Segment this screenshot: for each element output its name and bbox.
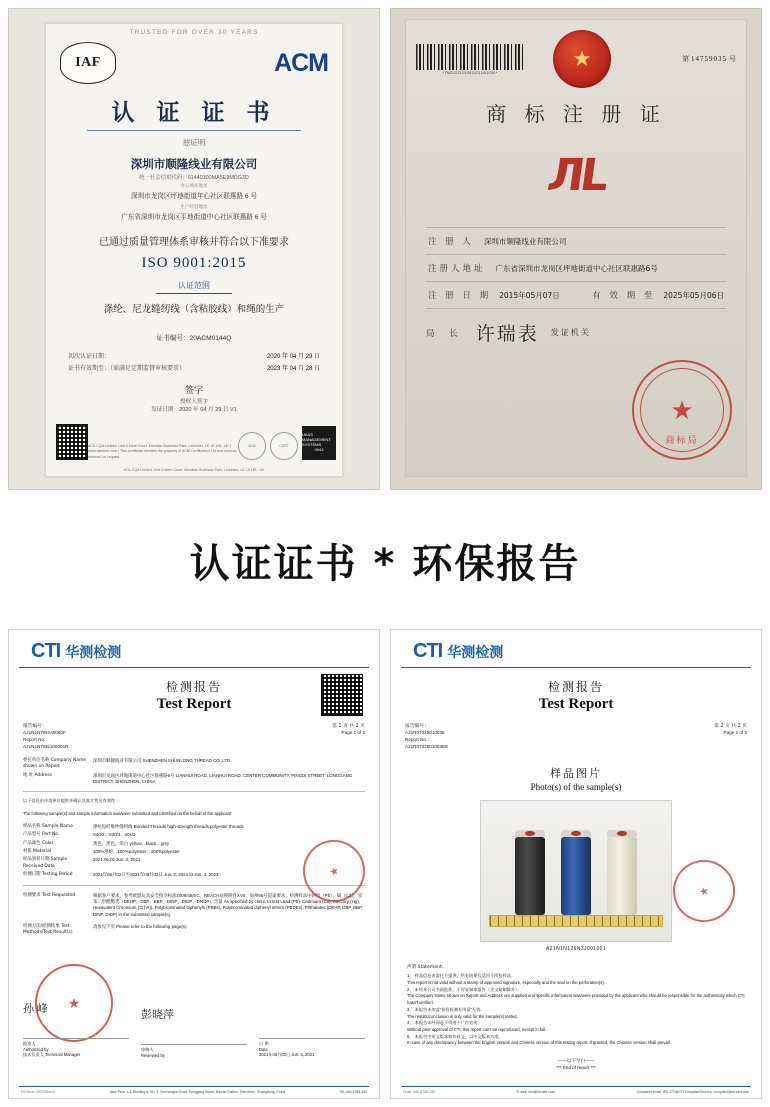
test-requested-value: 根据客户要求，参考欧盟玩具安全指令标准2009/48/EC、REACH法规附件XVII、加州65号提案要求，检测样品中的铅（Pb）、镉（Cd）、邻苯二甲酸酯类（DEHP、DBP、BBP、DINP、DIDP、DNOP）含量 As specified by client, to test Lead (Pb), Cadmium (Cd), Mercury (Hg), Hexavalent Chromium (Cr(VI)), Polybrominated biphenyls (PBBs), Polybrominated diphenyl ethers (PBDEs), Phthalates (DEHP, DBP, BBP, DINP, DIDP) in the submitted sample(s). — [93, 892, 363, 917]
national-emblem-icon — [543, 28, 621, 90]
sample-photo — [480, 800, 672, 942]
trademark-serial-number: 14759035 — [691, 55, 728, 63]
report-number-value-en: A21R0732501003EE — [405, 743, 449, 749]
trademark-valid-label: 有 效 期 至 — [592, 291, 656, 301]
report-number-value: A21N1N7IB4A0060F — [23, 730, 66, 736]
trademark-valid-date-cell — [592, 289, 724, 301]
footer-address: Add: Floor 1-3, Building A, No. 3, Xinzhongtai Road, Songgang Street, Bao'an District, Shenzhen, Guangdong, China — [109, 1090, 286, 1094]
test-reports-row — [0, 629, 770, 1107]
report-number-label-en: Report No.： — [405, 737, 432, 743]
cti-header-1 — [19, 630, 369, 668]
trademark-certificate-image — [390, 8, 762, 490]
statement-item: The Company Name shown on Report and Address are supplied and specific information was/were provided by the applicant who should be responsible for the authenticity which CTI hasn't verified. — [407, 993, 745, 1006]
cti-logo-text: CTI — [31, 640, 61, 662]
spool-body — [607, 837, 637, 915]
report-number-value-en: A21N1N7IB5100001R — [23, 743, 69, 749]
iso-scope-rule — [156, 293, 233, 294]
iso-certificate-title: 认 证 证 书 — [111, 100, 277, 126]
report-title-chinese: 检测报告 — [547, 680, 604, 694]
iso-signature-label: 授权人签字 — [180, 398, 208, 405]
table-row — [23, 772, 365, 787]
approver-role-en: Authorized by — [23, 1047, 49, 1052]
section-banner-title: 认证证书 * 环保报告 — [189, 541, 581, 587]
iso-office-address-label: 办公场所地址 — [180, 183, 208, 189]
barcode-text: *TM20211250932011B1000* — [442, 70, 498, 75]
iso-scope-text: 涤纶、尼龙缝纫线（含粘胶线）和绳的生产 — [103, 304, 285, 316]
iaf-logo-icon — [60, 42, 116, 84]
spool-hole-icon — [525, 831, 535, 836]
date-block — [259, 1016, 365, 1058]
report-page-zh: 第 2 页 共 2 页 — [714, 724, 747, 729]
trademark-signature-row — [426, 319, 726, 346]
iso-company-name: 深圳市顺隆线业有限公司 — [130, 157, 258, 171]
divider — [23, 791, 365, 792]
iso-first-cert-date-value: 2020 年 04 月 29 日 — [266, 354, 320, 361]
iso-standard: ISO 9001:2015 — [141, 255, 247, 272]
trademark-fields — [426, 227, 726, 309]
iso-subtitle: 兹证明 — [182, 138, 206, 147]
iso-office-address: 深圳市龙岗区坪地街道年心社区联惠路 6 号 — [130, 193, 258, 201]
trademark-address-row — [426, 254, 726, 281]
report-title-english: Test Report — [156, 696, 232, 712]
reviewer-role-en: Reviewed by — [140, 1053, 165, 1058]
reviewer-signature: 彭晓萍 — [140, 1009, 174, 1021]
part-no-value: S40/2、S20/3、40s/2 — [93, 832, 136, 838]
national-emblem-circle: ★ — [553, 30, 611, 88]
iso-dates-block — [68, 352, 320, 375]
spool-hole-icon — [617, 831, 627, 836]
address-value: 深圳市龙岗区坪地街道中心社区联惠路6号 LIANHUI ROAD, LIANHUI ROAD, CENTER COMMUNITY, PINGDI STREET, LONGGANG DISTRICT, SHENZHEN, CHINA — [93, 772, 353, 784]
thread-spool-white — [607, 830, 637, 915]
address-label: 地 址 Address — [23, 772, 53, 778]
report-page-en: Page 2 of 2 — [723, 730, 747, 736]
cnas-round-mark-icon: CERT — [270, 432, 298, 460]
report-number-block — [405, 723, 448, 751]
seal-text: 商标局 — [665, 436, 699, 446]
trademark-date-row — [426, 281, 726, 309]
test-requested-label: 检测要求 Test Requested — [23, 892, 76, 898]
report-meta-row-2 — [405, 723, 747, 751]
iso-title-rule — [87, 130, 300, 131]
trademark-reg-date-label: 注 册 日 期 — [428, 291, 492, 301]
report-title-chinese: 检测报告 — [165, 680, 222, 694]
report-page-zh: 第 1 页 共 2 页 — [332, 724, 365, 729]
table-row — [23, 923, 365, 938]
sample-name-value: 涤纶短纤维纱缝纫线 Bonded Threads high-strength threads polyester threads — [93, 823, 244, 829]
statement-item: 1、 样品信息由委托方提供，所有结果仅适用于所检样品。 — [407, 973, 516, 979]
statement-item: Without prior approval of CTI, this report can't be reproduced, except in full. — [407, 1026, 547, 1032]
company-name-label: 委托单位名称 Company Name shown on Report — [23, 757, 86, 770]
approver-role-zh: 批准人 — [23, 1038, 129, 1047]
statement-item: This report is not valid without a stamp of approved signature, especially and the seal on the perforation(s). — [407, 979, 605, 985]
trademark-owner-label: 注 册 人 — [428, 237, 474, 247]
iso-certificate-number — [46, 332, 342, 342]
statement-item: 3、 本报告未加盖“检验检测专用章”无效。 — [407, 1006, 485, 1012]
barcode-icon — [416, 44, 524, 70]
material-label: 材质 Material — [23, 849, 52, 855]
thread-spool-black — [515, 830, 545, 915]
spool-body — [561, 837, 591, 915]
end-of-report-zh: ——以下空白—— — [557, 1058, 595, 1064]
ukas-mark-text: UKAS MANAGEMENT SYSTEMS — [302, 432, 331, 447]
report-page-block — [332, 723, 365, 751]
cti-logo-chinese: 华测检测 — [447, 644, 504, 661]
cti-test-report-page-1 — [8, 629, 380, 1099]
ukas-mark-number: 0043 — [314, 446, 324, 452]
report-meta-row-1 — [23, 723, 365, 751]
brand-mark-icon: ЛL — [544, 149, 608, 201]
trademark-barcode-block — [416, 44, 524, 75]
report-number-value: A21R0732501003E — [405, 730, 446, 736]
approver-title: 技术负责人 Technical Manager — [23, 1052, 81, 1057]
table-row — [23, 892, 365, 920]
trademark-reg-date-value: 2015年05月07日 — [499, 290, 560, 300]
trademark-owner-row — [426, 227, 726, 254]
received-date-value: 2021.06.02 Jun. 2, 2021 — [93, 857, 141, 863]
applicant-info-table — [23, 757, 365, 787]
report-footer-2 — [401, 1086, 751, 1098]
sample-photo-title-en: Photo(s) of the sample(s) — [530, 781, 622, 792]
test-methods-value: 请参见下页 Please refer to the following page(s). — [93, 924, 188, 930]
cti-header-2 — [401, 630, 751, 668]
company-name-value: 深圳市顺隆线业有限公司 SHENZHEN SHUNLONG THREAD CO.,LTD — [93, 757, 231, 763]
sample-photo-code: A21N1N129N3J001001 — [545, 945, 607, 952]
trademark-owner-value: 深圳市顺隆线业有限公司 — [483, 236, 567, 246]
spool-hole-icon — [571, 831, 581, 836]
thread-spool-blue — [561, 830, 591, 915]
footer-complaint: Complaint email: IPD-CTI@CTI Compliant/Survey: complaint@cti-cert.com — [636, 1090, 749, 1094]
iso-production-address: 广东省深圳市龙岗区平地街道中心社区联惠路 6 号 — [121, 213, 267, 221]
iso-date-row — [68, 364, 320, 375]
cti-side-seal-icon: ★ — [295, 832, 373, 910]
cti-test-report-page-2 — [390, 629, 762, 1099]
statement-block — [407, 964, 745, 1047]
iso-accreditation-marks — [238, 426, 336, 460]
date-label-zh: 日 期 — [259, 1038, 365, 1047]
iso-signature-block — [46, 383, 342, 415]
trademark-serial-unit: 号 — [729, 56, 736, 63]
footer-phone: Tel: 400-6788-333 — [339, 1090, 367, 1094]
iso-bottom-row — [52, 424, 336, 460]
report-number-block — [23, 723, 68, 751]
footer-order-line: Order: 400-6789-333 — [403, 1090, 435, 1094]
iso-expiry-date-value: 2023 年 04 月 28 日 — [266, 365, 320, 372]
sample-note-chinese: 以下信息由申请单位提供并确认其真实性及有效性： — [23, 798, 120, 804]
trademark-title: 商 标 注 册 证 — [486, 102, 666, 126]
trademark-address-label: 注册人地址 — [428, 264, 486, 274]
end-of-report-en: *** End of report *** — [556, 1065, 596, 1071]
cti-logo-text: CTI — [413, 640, 443, 662]
reviewer-block — [141, 1006, 247, 1058]
footer-email: E-mail: info@cti-cert.com — [516, 1090, 555, 1094]
color-label: 产品颜色 Color — [23, 840, 54, 846]
iso-logo-row — [46, 36, 342, 84]
iso-certificate-number-label: 证书编号： — [156, 335, 190, 343]
sample-photo-title-zh: 样品图片 — [550, 766, 602, 780]
report-page-block — [714, 723, 747, 751]
iso-expiry-date-label: 证书有效期至：（需满足定期监督审核要求） — [68, 365, 186, 372]
end-of-report-block — [391, 1057, 761, 1072]
statement-item: 4、 本报告未经同意不得用于广告宣传。 — [407, 1020, 482, 1026]
acm-logo-text: ACM — [274, 48, 328, 77]
statement-item: 2、 未经本公司书面批准，不得复制本报告（全文复制除外）。 — [407, 986, 522, 992]
trademark-serial-block — [640, 54, 736, 64]
trademark-valid-value: 2025年05月06日 — [663, 290, 724, 300]
iso-address-footer: eCA-CQA Limited, Unit 5 Mere Court, Meridian Business Park, Leicester, LE 19 1RL, UK — [123, 468, 265, 472]
seal-star-icon: ★ — [670, 394, 694, 425]
iso-conformity-statement: 已通过质量管理体系审核并符合以下准要求 — [99, 237, 289, 249]
approver-block — [23, 1000, 129, 1058]
sample-name-label: 样品名称 Sample Name — [23, 823, 73, 829]
date-label-en: Date — [258, 1047, 268, 1052]
statement-item: 5、 本报告中英文版本如有歧义，以中文版本为准。 — [407, 1033, 503, 1039]
test-request-table — [23, 892, 365, 938]
received-date-label: 样品到样日期 Sample Received Date — [23, 857, 68, 869]
report-qr-code-icon — [321, 674, 363, 716]
test-methods-label: 检测方法/检测结果 Test Methods/Test Result(s) — [23, 924, 73, 936]
approver-signature: 孙 峰 — [23, 1003, 48, 1015]
cti-inspection-seal-icon: ★ — [35, 964, 113, 1042]
qr-code-icon — [56, 424, 88, 460]
trademark-address-value: 广东省深圳市龙岗区坪地街道中心社区联惠路6号 — [495, 263, 658, 273]
iso-footer-note: eCA-CQA Limited, Unit 5 Mere Court, Meridian Business Park, Leicester, LE 19 1RL, UK | www.acmcert.com | This certificate remains the property of ACM Certification Ltd and must be returned on request. — [88, 443, 237, 459]
report-number-label-en: Report No.： — [23, 737, 50, 743]
cti-side-seal-icon: ★ — [665, 852, 743, 930]
statement-title: 声明 Statement: — [407, 964, 444, 970]
iso-signature-mark: 签字 — [184, 385, 203, 396]
report-number-label-zh: 报告编号： — [23, 724, 47, 729]
iso-certificate-number-value: 20ACM0144Q — [189, 335, 232, 343]
trademark-director-label: 局 长 — [426, 328, 464, 339]
iso-top-line: TRUSTED FOR OVER 30 YEARS — [129, 29, 259, 36]
table-row — [23, 831, 365, 839]
reviewer-role-zh: 审核人 — [141, 1044, 247, 1053]
iso-date-row — [68, 352, 320, 363]
report-signature-area — [23, 1000, 365, 1058]
acm-round-mark-icon: ACM — [238, 432, 266, 460]
trademark-reg-date-cell — [428, 289, 560, 301]
trademark-logo-area — [406, 127, 746, 223]
ruler-icon — [489, 915, 663, 927]
spool-body — [515, 837, 545, 915]
top-certificates-row — [0, 0, 770, 490]
report-footer-1 — [19, 1086, 369, 1098]
trademark-director-signature: 许瑞表 — [475, 324, 539, 345]
date-value: 2021年06月03日 Jun. 3, 2021 — [258, 1052, 315, 1057]
testing-period-label: 检测日期 Testing Period — [23, 872, 73, 878]
trademark-issuer-label: 发证机关 — [550, 328, 591, 337]
statement-item: The results/conclusion is only valid for the sample(s) tested. — [407, 1013, 518, 1019]
color-value: 黄色、黑色、米白 yellow、black、grey — [93, 840, 170, 846]
trademark-serial-label: 第 — [682, 56, 690, 63]
trademark-header-row — [406, 20, 746, 90]
report-number-label-zh: 报告编号： — [405, 724, 429, 729]
report-page-en: Page 1 of 2 — [341, 730, 365, 736]
trademark-office-seal-icon — [632, 360, 732, 460]
testing-period-value: 2021年06月02日至2021年06月03日 Jun. 2, 2021 to Jun. 3, 2021 — [93, 872, 219, 878]
material-value: 100%涤纶、100%polyester、100%polyester — [93, 849, 180, 855]
iso-certificate-image — [8, 8, 380, 490]
iso-registration-code: 统一社会信用代码：91440300MA5E9MDG3D — [139, 175, 249, 181]
iso-first-cert-date-label: 初次认证日期： — [68, 354, 111, 361]
statement-item: In case of any discrepancy between the English version and Chinese version of this testing report, if granted, the Chinese version shall prevail. — [407, 1040, 671, 1046]
report-title-english: Test Report — [538, 696, 614, 712]
table-row — [23, 757, 365, 772]
iso-production-address-label: 生产经营地址 — [180, 203, 208, 209]
part-no-label: 产品型号 Part No. — [23, 832, 60, 838]
footer-form-code: FK-Bx-xx-2020 Rev0.0 — [21, 1090, 56, 1094]
table-row — [23, 823, 365, 831]
iso-scope-label: 认证范围 — [178, 281, 210, 291]
ukas-mark-icon — [302, 426, 336, 460]
iso-issue-line: 发证日期：2020 年 04 月 29 日 V1 — [151, 407, 237, 414]
cti-logo-chinese: 华测检测 — [65, 644, 122, 661]
iaf-logo-text: IAF — [75, 55, 101, 70]
sample-note-english: The following sample(s) and sample information was/were submitted and identified on the behalf of the applicant: — [23, 810, 233, 816]
